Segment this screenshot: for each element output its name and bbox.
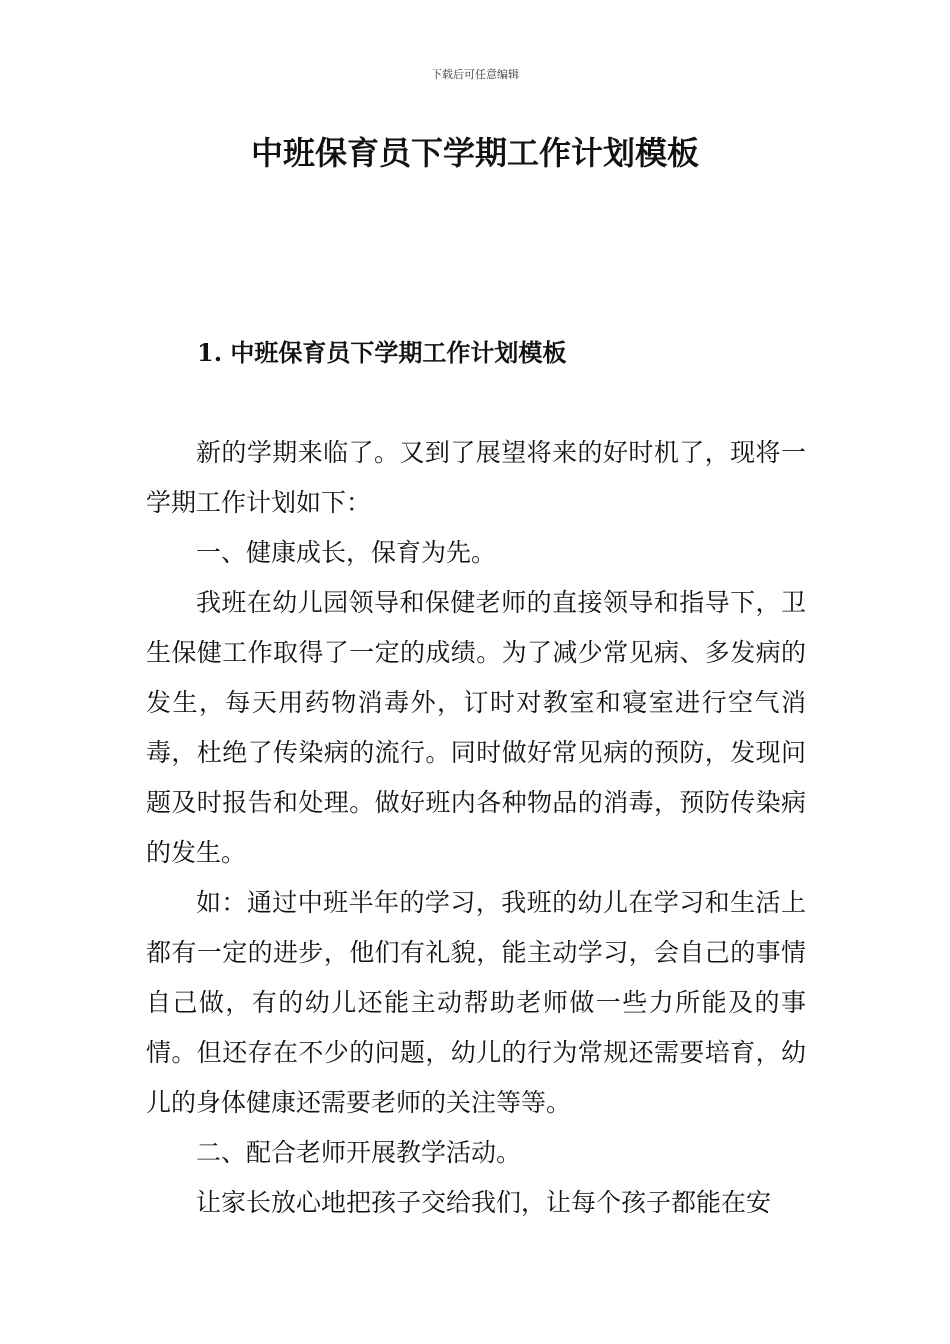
paragraph-progress: 如：通过中班半年的学习，我班的幼儿在学习和生活上都有一定的进步，他们有礼貌，能主动学习，会自己的事情自己做，有的幼儿还能主动帮助老师做一些力所能及的事情。但还存在不少的问题，幼儿的行为常规还需要培育，幼儿的身体健康还需要老师的关注等等。 <box>146 888 806 1117</box>
section-heading: 1. 中班保育员下学期工作计划模板 <box>197 338 567 367</box>
document-body <box>146 428 806 1228</box>
paragraph-parents: 让家长放心地把孩子交给我们，让每个孩子都能在安 <box>196 1188 772 1217</box>
paragraph-heading-health: 一、健康成长，保育为先。 <box>196 538 497 567</box>
header-note: 下载后可任意编辑 <box>431 68 519 81</box>
document-title: 中班保育员下学期工作计划模板 <box>250 134 699 172</box>
paragraph-health-details: 我班在幼儿园领导和保健老师的直接领导和指导下，卫生保健工作取得了一定的成绩。为了减少常见病、多发病的发生，每天用药物消毒外，订时对教室和寝室进行空气消毒，杜绝了传染病的流行。同时做好常见病的预防，发现问题及时报告和处理。做好班内各种物品的消毒，预防传染病的发生。 <box>146 588 806 867</box>
paragraph-intro: 新的学期来临了。又到了展望将来的好时机了，现将一学期工作计划如下： <box>146 438 806 517</box>
paragraph-heading-teaching: 二、配合老师开展教学活动。 <box>196 1138 522 1167</box>
